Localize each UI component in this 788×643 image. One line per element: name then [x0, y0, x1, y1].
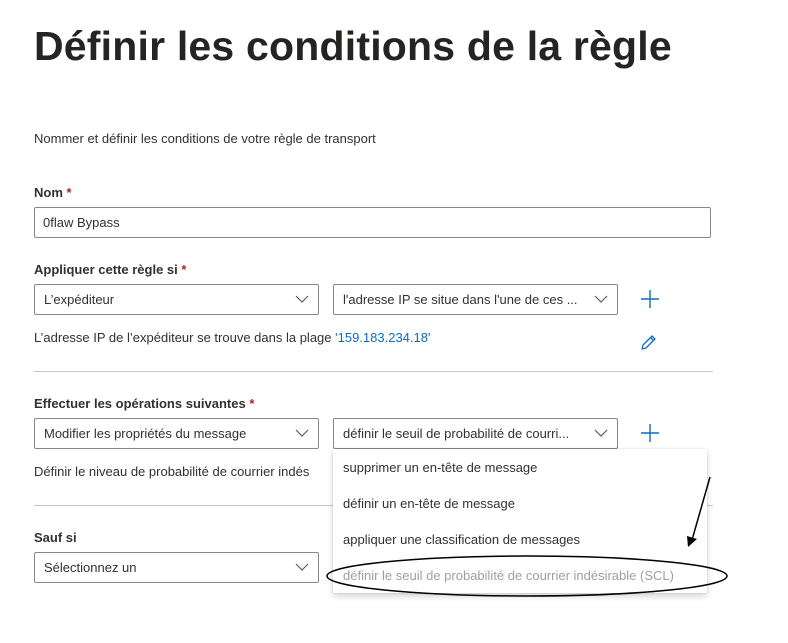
required-mark: * — [249, 396, 255, 411]
exception-dropdown[interactable]: Sélectionnez un — [34, 552, 319, 583]
chevron-down-icon — [295, 428, 309, 438]
name-label: Nom * — [34, 185, 72, 200]
section-divider — [34, 371, 713, 372]
add-condition-plus-icon[interactable] — [640, 289, 660, 309]
menu-item-set-header[interactable]: définir un en-tête de message — [343, 496, 515, 511]
menu-item-set-scl[interactable]: définir le seuil de probabilité de courrier indésirable (SCL) — [343, 568, 674, 583]
action-type-dropdown[interactable]: Modifier les propriétés du message — [34, 418, 319, 449]
action-detail-dropdown[interactable]: définir le seuil de probabilité de courri... — [333, 418, 618, 449]
condition-description: L’adresse IP de l’expéditeur se trouve dans la plage '159.183.234.18' — [34, 330, 431, 345]
apply-if-label: Appliquer cette règle si * — [34, 262, 187, 277]
required-mark: * — [66, 185, 72, 200]
pencil-icon[interactable] — [639, 333, 658, 352]
page-title: Définir les conditions de la règle — [34, 23, 672, 69]
chevron-down-icon — [295, 294, 309, 304]
action-options-menu — [333, 449, 707, 593]
required-mark: * — [181, 262, 187, 277]
actions-label: Effectuer les opérations suivantes * — [34, 396, 255, 411]
menu-item-remove-header[interactable]: supprimer un en-tête de message — [343, 460, 538, 475]
add-action-plus-icon[interactable] — [640, 423, 660, 443]
condition-subject-dropdown[interactable]: L’expéditeur — [34, 284, 319, 315]
action-description: Définir le niveau de probabilité de courrier indés — [34, 464, 310, 479]
except-label: Sauf si — [34, 530, 77, 545]
name-input[interactable]: 0flaw Bypass — [34, 207, 711, 238]
condition-predicate-dropdown[interactable]: l'adresse IP se situe dans l'une de ces ... — [333, 284, 618, 315]
ip-range-link[interactable]: '159.183.234.18' — [335, 330, 431, 345]
chevron-down-icon — [295, 562, 309, 572]
chevron-down-icon — [594, 294, 608, 304]
menu-item-apply-classification[interactable]: appliquer une classification de messages — [343, 532, 581, 547]
chevron-down-icon — [594, 428, 608, 438]
page-subtitle: Nommer et définir les conditions de votre règle de transport — [34, 131, 376, 146]
